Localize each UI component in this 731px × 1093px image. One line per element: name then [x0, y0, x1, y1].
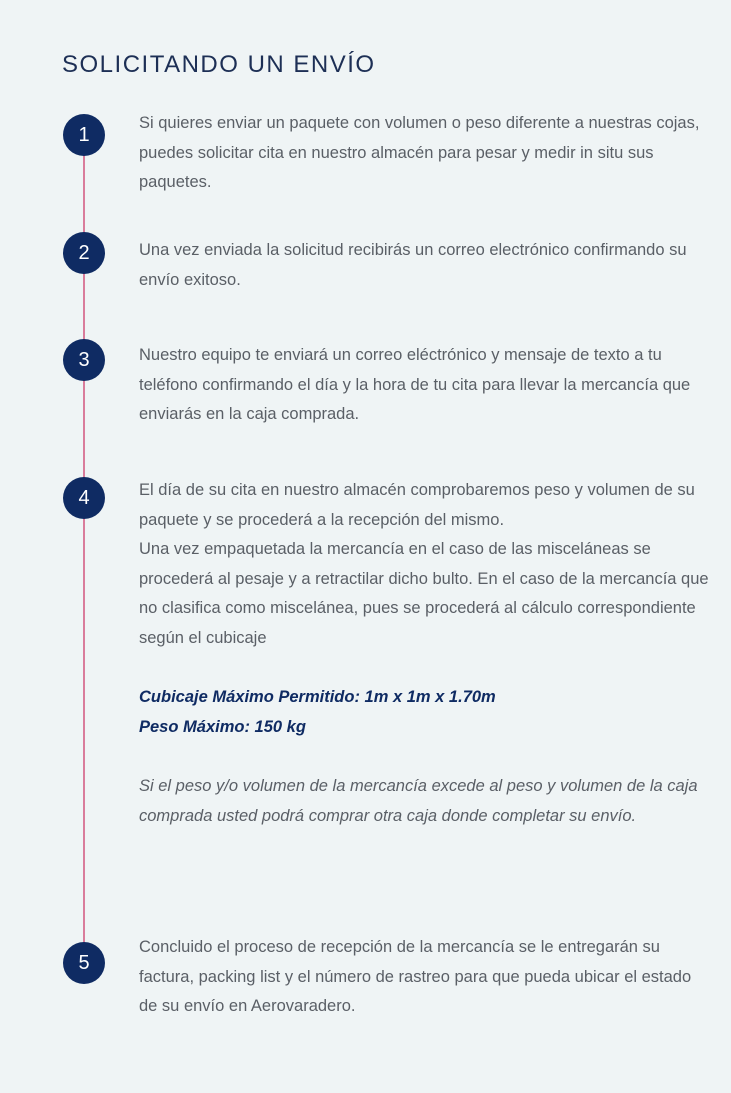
step-3-paragraph: Nuestro equipo te enviará un correo eléctrónico y mensaje de texto a tu teléfono confirmando el día y la hora de tu cita para llevar la mercancía que enviarás en la caja comprada. — [139, 346, 691, 423]
step-2-text — [139, 236, 709, 295]
step-5-text — [139, 933, 709, 1022]
step-1-text — [139, 109, 709, 198]
step-3-text — [139, 341, 709, 430]
step-4-text — [139, 476, 709, 831]
step-1-paragraph: Si quieres enviar un paquete con volumen o peso diferente a nuestras cojas, puedes solicitar cita en nuestro almacén para pesar y medir in situ sus paquetes. — [139, 114, 700, 191]
step-4-paragraph-1: El día de su cita en nuestro almacén comprobaremos peso y volumen de su paquete y se procederá a la recepción del mismo. — [139, 481, 695, 529]
step-5-number: 5 — [63, 942, 105, 984]
step-4-paragraph-2: Una vez empaquetada la mercancía en el caso de las misceláneas se procederá al pesaje y a retractilar dicho bulto. En el caso de la mercancía que no clasifica como miscelánea, pues se procederá al cálculo correspondiente según el cubicaje — [139, 540, 709, 647]
step-4-specs — [139, 683, 709, 742]
step-3-number: 3 — [63, 339, 105, 381]
step-4-number: 4 — [63, 477, 105, 519]
step-2-paragraph: Una vez enviada la solicitud recibirás un correo electrónico confirmando su envío exitoso. — [139, 241, 687, 289]
step-4-note: Si el peso y/o volumen de la mercancía excede al peso y volumen de la caja comprada usted podrá comprar otra caja donde completar su envío. — [139, 777, 698, 825]
max-weight-spec: Peso Máximo: 150 kg — [139, 717, 306, 736]
page-title: SOLICITANDO UN ENVÍO — [62, 51, 376, 78]
step-1-number: 1 — [63, 114, 105, 156]
step-5-paragraph: Concluido el proceso de recepción de la mercancía se le entregarán su factura, packing list y el número de rastreo para que pueda ubicar el estado de su envío en Aerovaradero. — [139, 938, 692, 1015]
step-2-number: 2 — [63, 232, 105, 274]
max-size-spec: Cubicaje Máximo Permitido: 1m x 1m x 1.70m — [139, 688, 496, 706]
